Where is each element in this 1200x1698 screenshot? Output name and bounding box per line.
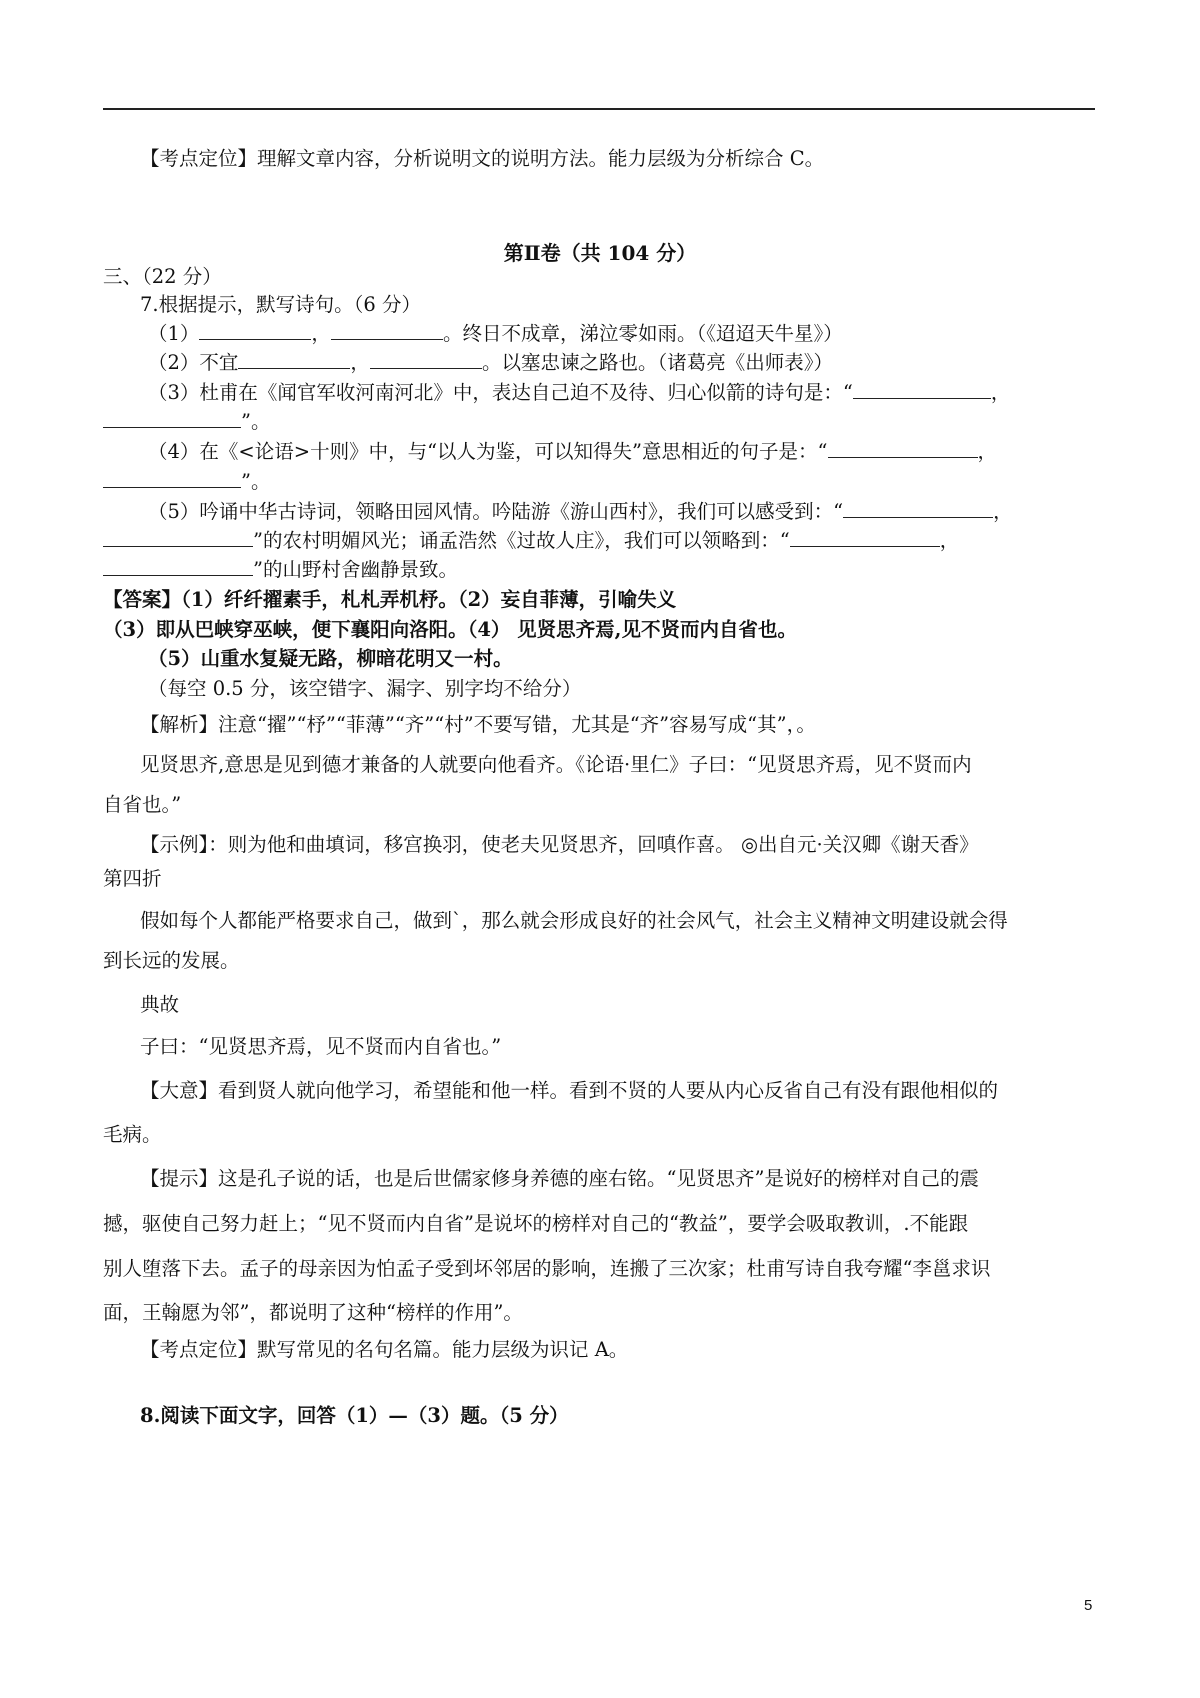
answer-label: 【答案】 bbox=[103, 588, 182, 611]
blank bbox=[199, 321, 311, 340]
q7-item-3 bbox=[148, 380, 1010, 406]
blank bbox=[853, 380, 991, 399]
q7-5-prefix: （5）吟诵中华古诗词，领略田园风情。吟陆游《游山西村》，我们可以感受到：“ bbox=[148, 500, 844, 523]
blank bbox=[103, 469, 241, 488]
hint-line-4: 面，王翰愿为邻”，都说明了这种“榜样的作用”。 bbox=[103, 1301, 523, 1324]
hypothesis-line-2: 到长远的发展。 bbox=[103, 949, 240, 972]
example-line-2: 第四折 bbox=[103, 867, 162, 890]
q7-3-comma: ， bbox=[990, 381, 1011, 404]
q7-item-4 bbox=[148, 439, 997, 465]
q7-item-2 bbox=[148, 350, 833, 376]
question-8: 8.阅读下面文字，回答（1）—（3）题。（5 分） bbox=[140, 1404, 569, 1427]
blank bbox=[238, 350, 350, 369]
kaodian-line-1: 【考点定位】理解文章内容，分析说明文的说明方法。能力层级为分析综合 C。 bbox=[140, 147, 825, 170]
hint-line-2: 撼，驱使自己努力赶上；“见不贤而内自省”是说坏的榜样对自己的“教益”，要学会吸取教训，.不能跟 bbox=[103, 1212, 969, 1235]
q7-2-comma: ， bbox=[350, 351, 370, 374]
hint-line-1: 【提示】这是孔子说的话，也是后世儒家修身养德的座右铭。“见贤思齐”是说好的榜样对自己的震 bbox=[140, 1167, 979, 1190]
q7-item-5-cont bbox=[103, 528, 959, 554]
hypothesis-line-1: 假如每个人都能严格要求自己，做到`，那么就会形成良好的社会风气，社会主义精神文明建设就会得 bbox=[140, 909, 1008, 932]
q7-3-end: ”。 bbox=[241, 410, 271, 433]
analysis-line-3: 自省也。” bbox=[103, 793, 182, 816]
section-3-heading: 三、（22 分） bbox=[103, 265, 222, 288]
page-number: 5 bbox=[1084, 1597, 1093, 1614]
blank bbox=[370, 350, 482, 369]
allusion-heading: 典故 bbox=[140, 993, 180, 1016]
analysis-line-1: 【解析】注意“擢”“杼”“菲薄”“齐”“村”不要写错，尤其是“齐”容易写成“其”，。 bbox=[140, 713, 816, 736]
blank bbox=[103, 409, 241, 428]
q7-5-comma: ， bbox=[993, 500, 1013, 523]
analysis-line-2: 见贤思齐,意思是见到德才兼备的人就要向他看齐。《论语·里仁》子曰：“见贤思齐焉，见不贤而内 bbox=[140, 753, 972, 776]
q7-item-5 bbox=[148, 499, 1013, 525]
q7-1-prefix: （1） bbox=[148, 322, 200, 345]
q7-2-prefix: （2）不宜 bbox=[148, 351, 239, 374]
header-rule bbox=[103, 108, 1095, 110]
q7-item-1 bbox=[148, 321, 843, 347]
meaning-line-1: 【大意】看到贤人就向他学习，希望能和他一样。看到不贤的人要从内心反省自己有没有跟他相似的 bbox=[140, 1079, 999, 1102]
q7-5-mid: ”的农村明媚风光；诵孟浩然《过故人庄》，我们可以领略到：“ bbox=[253, 529, 790, 552]
answer-line-3: （5）山重水复疑无路，柳暗花明又一村。 bbox=[148, 647, 513, 670]
q7-5-last: ”的山野村舍幽静景致。 bbox=[253, 558, 458, 581]
blank bbox=[331, 321, 443, 340]
q7-1-rest: 。终日不成章，涕泣零如雨。（《迢迢天牛星》） bbox=[442, 322, 843, 345]
answer-note: （每空 0.5 分，该空错字、漏字、别字均不给分） bbox=[148, 677, 582, 700]
q7-item-5-end bbox=[103, 557, 458, 583]
meaning-line-2: 毛病。 bbox=[103, 1123, 162, 1146]
kaodian-line-2: 【考点定位】默写常见的名句名篇。能力层级为识记 A。 bbox=[140, 1338, 629, 1361]
blank bbox=[843, 499, 993, 518]
q7-2-rest: 。以塞忠谏之路也。（诸葛亮《出师表》） bbox=[481, 351, 833, 374]
example-line-1: 【示例】：则为他和曲填词，移宫换羽，使老夫见贤思齐，回嗔作喜。 ◎出自元·关汉卿《谢天香》 bbox=[140, 833, 979, 856]
q7-5-comma-2: ， bbox=[939, 529, 960, 552]
q7-4-end: ”。 bbox=[241, 470, 271, 493]
allusion-quote: 子曰：“见贤思齐焉，见不贤而内自省也。” bbox=[140, 1035, 502, 1058]
q7-1-comma: ， bbox=[311, 322, 331, 345]
blank bbox=[103, 528, 253, 547]
blank bbox=[790, 528, 940, 547]
q7-4-comma: ， bbox=[977, 440, 998, 463]
answer-1: （1）纤纤擢素手，札札弄机杼。（2）妄自菲薄，引喻失义 bbox=[181, 588, 677, 611]
q7-item-4-cont bbox=[103, 469, 270, 495]
answer-line-1 bbox=[103, 587, 676, 613]
section-title: 第Ⅱ卷（共 104 分） bbox=[503, 241, 697, 265]
question-7: 7.根据提示，默写诗句。（6 分） bbox=[140, 293, 421, 316]
hint-line-3: 别人堕落下去。孟子的母亲因为怕孟子受到坏邻居的影响，连搬了三次家；杜甫写诗自我夸耀“李邕求识 bbox=[103, 1257, 991, 1280]
q7-3-prefix: （3）杜甫在《闻官军收河南河北》中，表达自己迫不及待、归心似箭的诗句是：“ bbox=[148, 381, 853, 404]
q7-item-3-cont bbox=[103, 409, 270, 435]
q7-4-prefix: （4）在《<论语>十则》中，与“以人为鉴，可以知得失”意思相近的句子是：“ bbox=[148, 440, 828, 463]
answer-line-2: （3）即从巴峡穿巫峡，便下襄阳向洛阳。（4） 见贤思齐焉,见不贤而内自省也。 bbox=[103, 618, 797, 641]
blank bbox=[103, 557, 253, 576]
blank bbox=[828, 439, 978, 458]
